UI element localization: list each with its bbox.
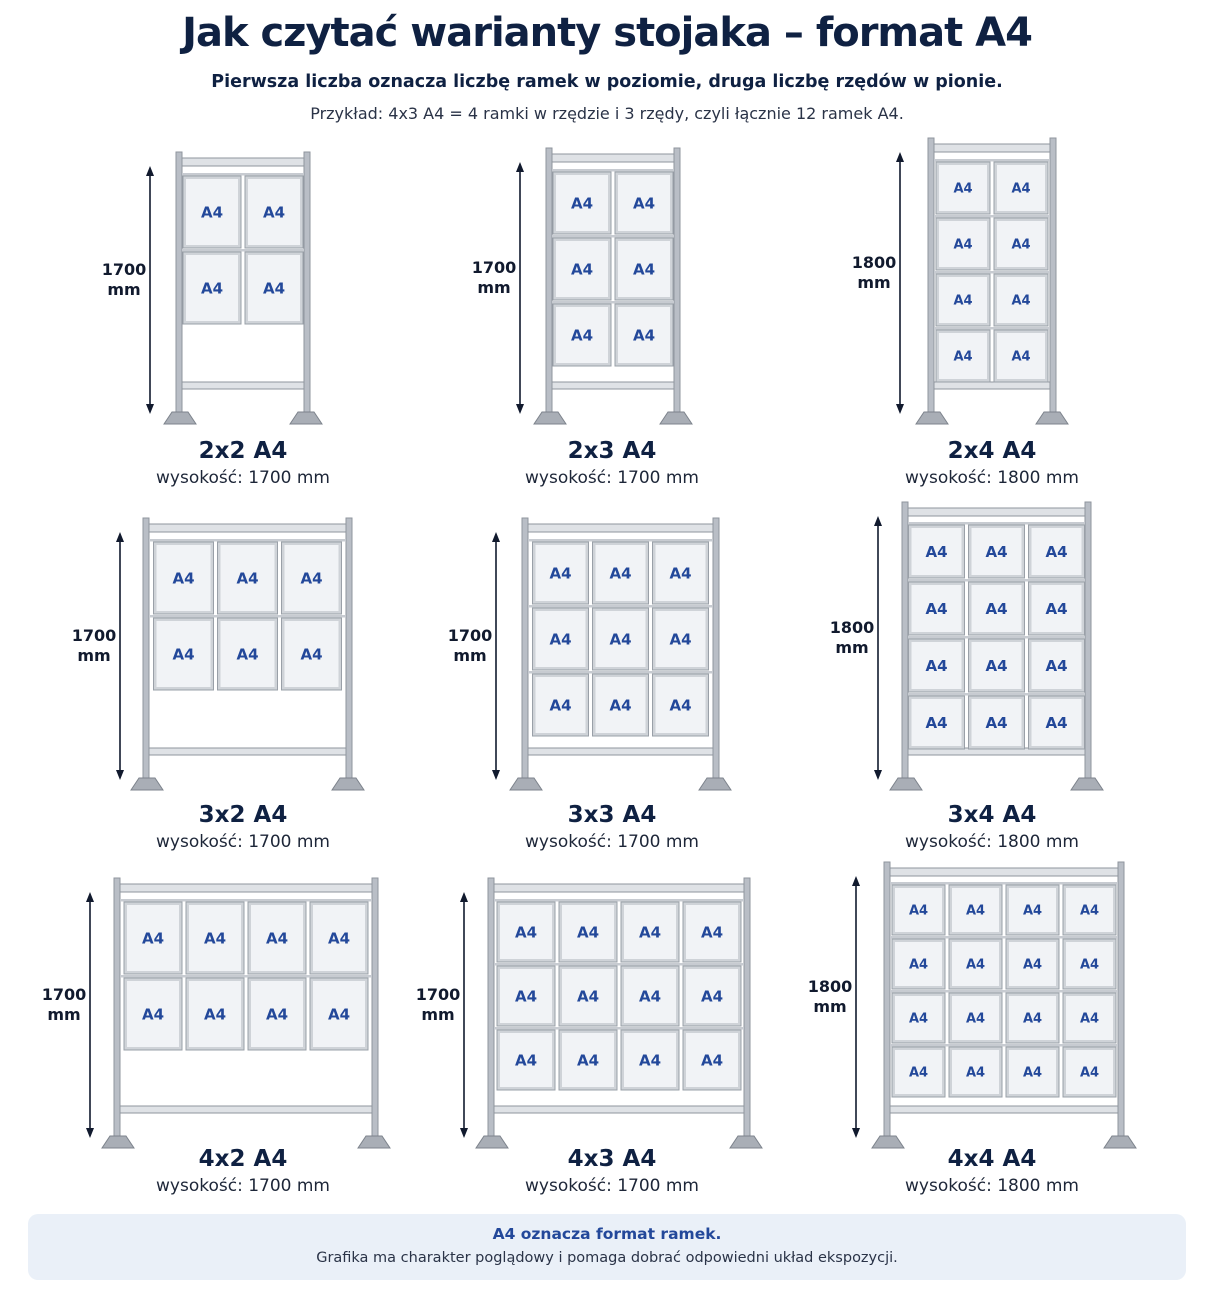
footer-note: Grafika ma charakter poglądowy i pomaga dobrać odpowiedni układ ekspozycji. [316, 1250, 898, 1266]
a4-frame [1063, 939, 1116, 989]
frame-hanger-bar [890, 882, 1118, 885]
frame-label: A4 [985, 713, 1008, 732]
frame-label: A4 [1045, 713, 1068, 732]
frame-label: A4 [200, 279, 224, 298]
variant-height: wysokość: 1700 mm [156, 468, 330, 488]
a4-frame [1063, 885, 1116, 935]
frame-label: A4 [1022, 903, 1043, 919]
frame-label: A4 [549, 564, 572, 583]
frame-label: A4 [965, 1065, 986, 1081]
frame-label: A4 [1011, 237, 1031, 253]
frame-label: A4 [1045, 542, 1068, 561]
variant-height: wysokość: 1700 mm [525, 1176, 699, 1196]
a4-frame [1063, 993, 1116, 1043]
frame-label: A4 [262, 203, 286, 222]
frame-label: A4 [265, 1005, 289, 1024]
variant-name: 4x3 A4 [567, 1146, 657, 1172]
dimension-unit: mm [857, 273, 891, 292]
dimension-unit: mm [453, 646, 487, 665]
a4-frame [949, 1047, 1002, 1097]
variant-height: wysokość: 1800 mm [905, 468, 1079, 488]
frame-label: A4 [1011, 293, 1031, 309]
frame-label: A4 [1079, 1011, 1100, 1027]
frame-label: A4 [925, 599, 948, 618]
frame-label: A4 [514, 923, 538, 942]
frame-label: A4 [908, 1011, 929, 1027]
frame-hanger-bar [890, 1044, 1118, 1047]
frame-label: A4 [985, 656, 1008, 675]
variant-name: 3x2 A4 [198, 802, 288, 828]
a4-frame [1006, 1047, 1059, 1097]
dimension-unit: mm [47, 1005, 81, 1024]
frame-label: A4 [700, 1051, 724, 1070]
footer-title: A4 oznacza format ramek. [492, 1225, 722, 1243]
variant-height: wysokość: 1700 mm [525, 468, 699, 488]
frame-hanger-bar [890, 990, 1118, 993]
dimension-value: 1800 [807, 977, 853, 996]
frame-label: A4 [172, 569, 195, 588]
frame-label: A4 [141, 1005, 165, 1024]
frame-label: A4 [632, 194, 656, 213]
frame-label: A4 [632, 260, 656, 279]
frame-label: A4 [570, 194, 594, 213]
frame-label: A4 [700, 923, 724, 942]
frame-label: A4 [327, 929, 351, 948]
frame-label: A4 [203, 1005, 227, 1024]
frame-label: A4 [953, 293, 973, 309]
a4-frame [1006, 885, 1059, 935]
frame-hanger-bar [890, 936, 1118, 939]
a4-frame [949, 885, 1002, 935]
dimension-value: 1700 [71, 626, 117, 645]
frame-label: A4 [638, 1051, 662, 1070]
dimension-value: 1800 [829, 618, 875, 637]
frame-label: A4 [638, 923, 662, 942]
frame-label: A4 [669, 630, 692, 649]
footer-note-box [28, 1214, 1186, 1280]
frame-label: A4 [203, 929, 227, 948]
frame-label: A4 [141, 929, 165, 948]
frame-label: A4 [925, 713, 948, 732]
frame-label: A4 [514, 1051, 538, 1070]
frame-label: A4 [1011, 181, 1031, 197]
dimension-value: 1800 [851, 253, 897, 272]
frame-label: A4 [908, 1065, 929, 1081]
frame-label: A4 [570, 326, 594, 345]
frame-label: A4 [300, 645, 323, 664]
dimension-unit: mm [477, 278, 511, 297]
frame-label: A4 [1022, 957, 1043, 973]
dimension-unit: mm [77, 646, 111, 665]
frame-label: A4 [1022, 1011, 1043, 1027]
right-post [1118, 862, 1124, 1142]
frame-label: A4 [609, 564, 632, 583]
frame-label: A4 [236, 569, 259, 588]
frame-label: A4 [327, 1005, 351, 1024]
frame-label: A4 [262, 279, 286, 298]
page-subtitle: Pierwsza liczba oznacza liczbę ramek w poziomie, druga liczbę rzędów w pionie. [211, 72, 1003, 92]
a4-frame [1063, 1047, 1116, 1097]
left-post [884, 862, 890, 1142]
frame-label: A4 [549, 696, 572, 715]
frame-label: A4 [609, 630, 632, 649]
dimension-unit: mm [107, 280, 141, 299]
frame-label: A4 [965, 903, 986, 919]
example-text: Przykład: 4x3 A4 = 4 ramki w rzędzie i 3 rzędy, czyli łącznie 12 ramek A4. [310, 104, 904, 123]
page-title: Jak czytać warianty stojaka – format A4 [182, 10, 1032, 56]
frame-label: A4 [638, 987, 662, 1006]
frame-label: A4 [925, 656, 948, 675]
frame-label: A4 [925, 542, 948, 561]
frame-label: A4 [172, 645, 195, 664]
variant-name: 3x4 A4 [947, 802, 1037, 828]
frame-label: A4 [570, 260, 594, 279]
frame-label: A4 [669, 696, 692, 715]
height-dimension-label [800, 977, 860, 1017]
dimension-value: 1700 [415, 985, 461, 1004]
variant-height: wysokość: 1700 mm [156, 1176, 330, 1196]
frame-label: A4 [1079, 1065, 1100, 1081]
frame-label: A4 [1079, 903, 1100, 919]
frame-label: A4 [300, 569, 323, 588]
variant-height: wysokość: 1800 mm [905, 1176, 1079, 1196]
frame-label: A4 [576, 987, 600, 1006]
frame-label: A4 [1022, 1065, 1043, 1081]
frame-label: A4 [576, 923, 600, 942]
frame-label: A4 [549, 630, 572, 649]
variant-name: 2x2 A4 [198, 438, 288, 464]
dimension-unit: mm [421, 1005, 455, 1024]
bottom-rail [890, 1106, 1118, 1113]
frame-label: A4 [514, 987, 538, 1006]
frame-label: A4 [985, 599, 1008, 618]
dimension-value: 1700 [447, 626, 493, 645]
variant-height: wysokość: 1700 mm [156, 832, 330, 852]
dimension-value: 1700 [101, 260, 147, 279]
a4-frame [949, 939, 1002, 989]
dimension-value: 1700 [471, 258, 517, 277]
variant-name: 4x2 A4 [198, 1146, 288, 1172]
a4-frame [1006, 993, 1059, 1043]
frame-label: A4 [632, 326, 656, 345]
variant-height: wysokość: 1700 mm [525, 832, 699, 852]
frame-label: A4 [953, 237, 973, 253]
a4-frame [949, 993, 1002, 1043]
frame-label: A4 [576, 1051, 600, 1070]
frame-label: A4 [700, 987, 724, 1006]
frame-label: A4 [265, 929, 289, 948]
frame-label: A4 [669, 564, 692, 583]
frame-label: A4 [953, 181, 973, 197]
variant-name: 2x4 A4 [947, 438, 1037, 464]
variant-height: wysokość: 1800 mm [905, 832, 1079, 852]
frame-label: A4 [1079, 957, 1100, 973]
frame-label: A4 [908, 903, 929, 919]
frame-label: A4 [1045, 599, 1068, 618]
a4-frame [892, 885, 945, 935]
variant-name: 2x3 A4 [567, 438, 657, 464]
variant-name: 4x4 A4 [947, 1146, 1037, 1172]
dimension-unit: mm [835, 638, 869, 657]
frame-label: A4 [236, 645, 259, 664]
frame-label: A4 [1045, 656, 1068, 675]
a4-frame [1006, 939, 1059, 989]
frame-label: A4 [1011, 349, 1031, 365]
a4-frame [892, 939, 945, 989]
top-rail [890, 868, 1118, 876]
frame-label: A4 [985, 542, 1008, 561]
frame-label: A4 [200, 203, 224, 222]
a4-frame [892, 993, 945, 1043]
frame-label: A4 [953, 349, 973, 365]
dimension-value: 1700 [41, 985, 87, 1004]
frame-label: A4 [965, 957, 986, 973]
a4-frame [892, 1047, 945, 1097]
frame-label: A4 [965, 1011, 986, 1027]
frame-label: A4 [609, 696, 632, 715]
frame-label: A4 [908, 957, 929, 973]
dimension-unit: mm [813, 997, 847, 1016]
variant-name: 3x3 A4 [567, 802, 657, 828]
